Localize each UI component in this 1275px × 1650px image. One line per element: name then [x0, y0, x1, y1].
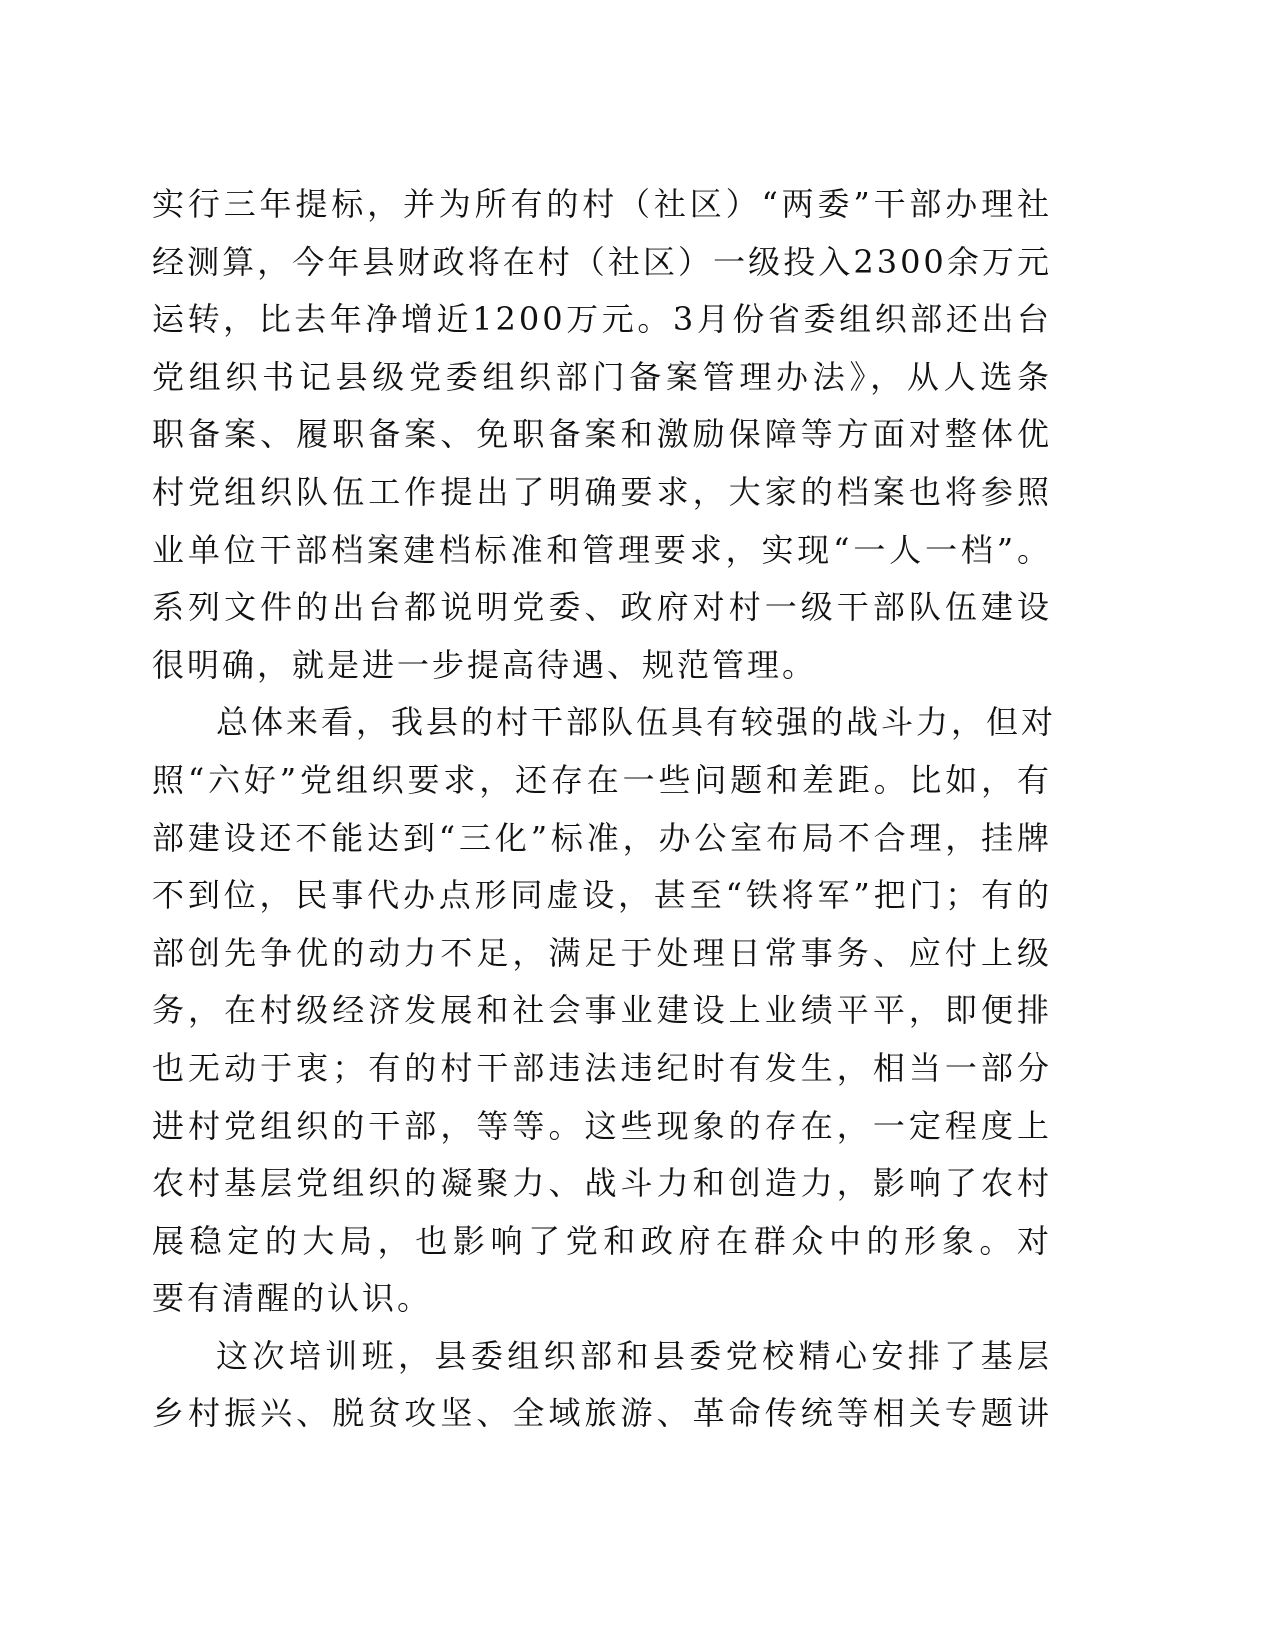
text-line: 要有清醒的认识。 — [152, 1279, 433, 1318]
text-line: 进村党组织的干部，等等。这些现象的存在，一定程度上 — [152, 1106, 1052, 1145]
text-line: 部创先争优的动力不足，满足于处理日常事务、应付上级 — [152, 933, 1052, 972]
body-text — [152, 176, 1057, 1443]
text-line: 照“六好”党组织要求，还存在一些问题和差距。比如，有 — [152, 760, 1052, 799]
text-line: 部建设还不能达到“三化”标准，办公室布局不合理，挂牌 — [152, 818, 1052, 857]
text-line: 务，在村级经济发展和社会事业建设上业绩平平，即便排 — [152, 991, 1052, 1030]
text-line: 业单位干部档案建档标准和管理要求，实现“一人一档”。 — [152, 530, 1052, 569]
text-line: 系列文件的出台都说明党委、政府对村一级干部队伍建设 — [152, 588, 1052, 627]
text-line: 村党组织队伍工作提出了明确要求，大家的档案也将参照 — [152, 472, 1052, 511]
paragraph-start-line: 总体来看，我县的村干部队伍具有较强的战斗力，但对 — [216, 703, 1057, 742]
text-line: 乡村振兴、脱贫攻坚、全域旅游、革命传统等相关专题讲 — [152, 1394, 1052, 1433]
text-line: 展稳定的大局，也影响了党和政府在群众中的形象。对 — [152, 1221, 1052, 1260]
text-line: 也无动于衷；有的村干部违法违纪时有发生，相当一部分 — [152, 1048, 1052, 1087]
text-line: 经测算，今年县财政将在村（社区）一级投入2300余万元 — [152, 242, 1052, 281]
text-line: 实行三年提标，并为所有的村（社区）“两委”干部办理社 — [152, 185, 1052, 223]
text-line: 党组织书记县级党委组织部门备案管理办法》，从人选条 — [152, 357, 1052, 396]
text-line: 农村基层党组织的凝聚力、战斗力和创造力，影响了农村 — [152, 1164, 1052, 1203]
paragraph-start-line: 这次培训班，县委组织部和县委党校精心安排了基层 — [216, 1336, 1052, 1375]
text-line: 很明确，就是进一步提高待遇、规范管理。 — [152, 645, 818, 684]
text-line: 不到位，民事代办点形同虚设，甚至“铁将军”把门；有的 — [152, 876, 1052, 915]
text-line: 运转，比去年净增近1200万元。3月份省委组织部还出台 — [152, 300, 1052, 339]
text-line: 职备案、履职备案、免职备案和激励保障等方面对整体优 — [152, 415, 1052, 454]
